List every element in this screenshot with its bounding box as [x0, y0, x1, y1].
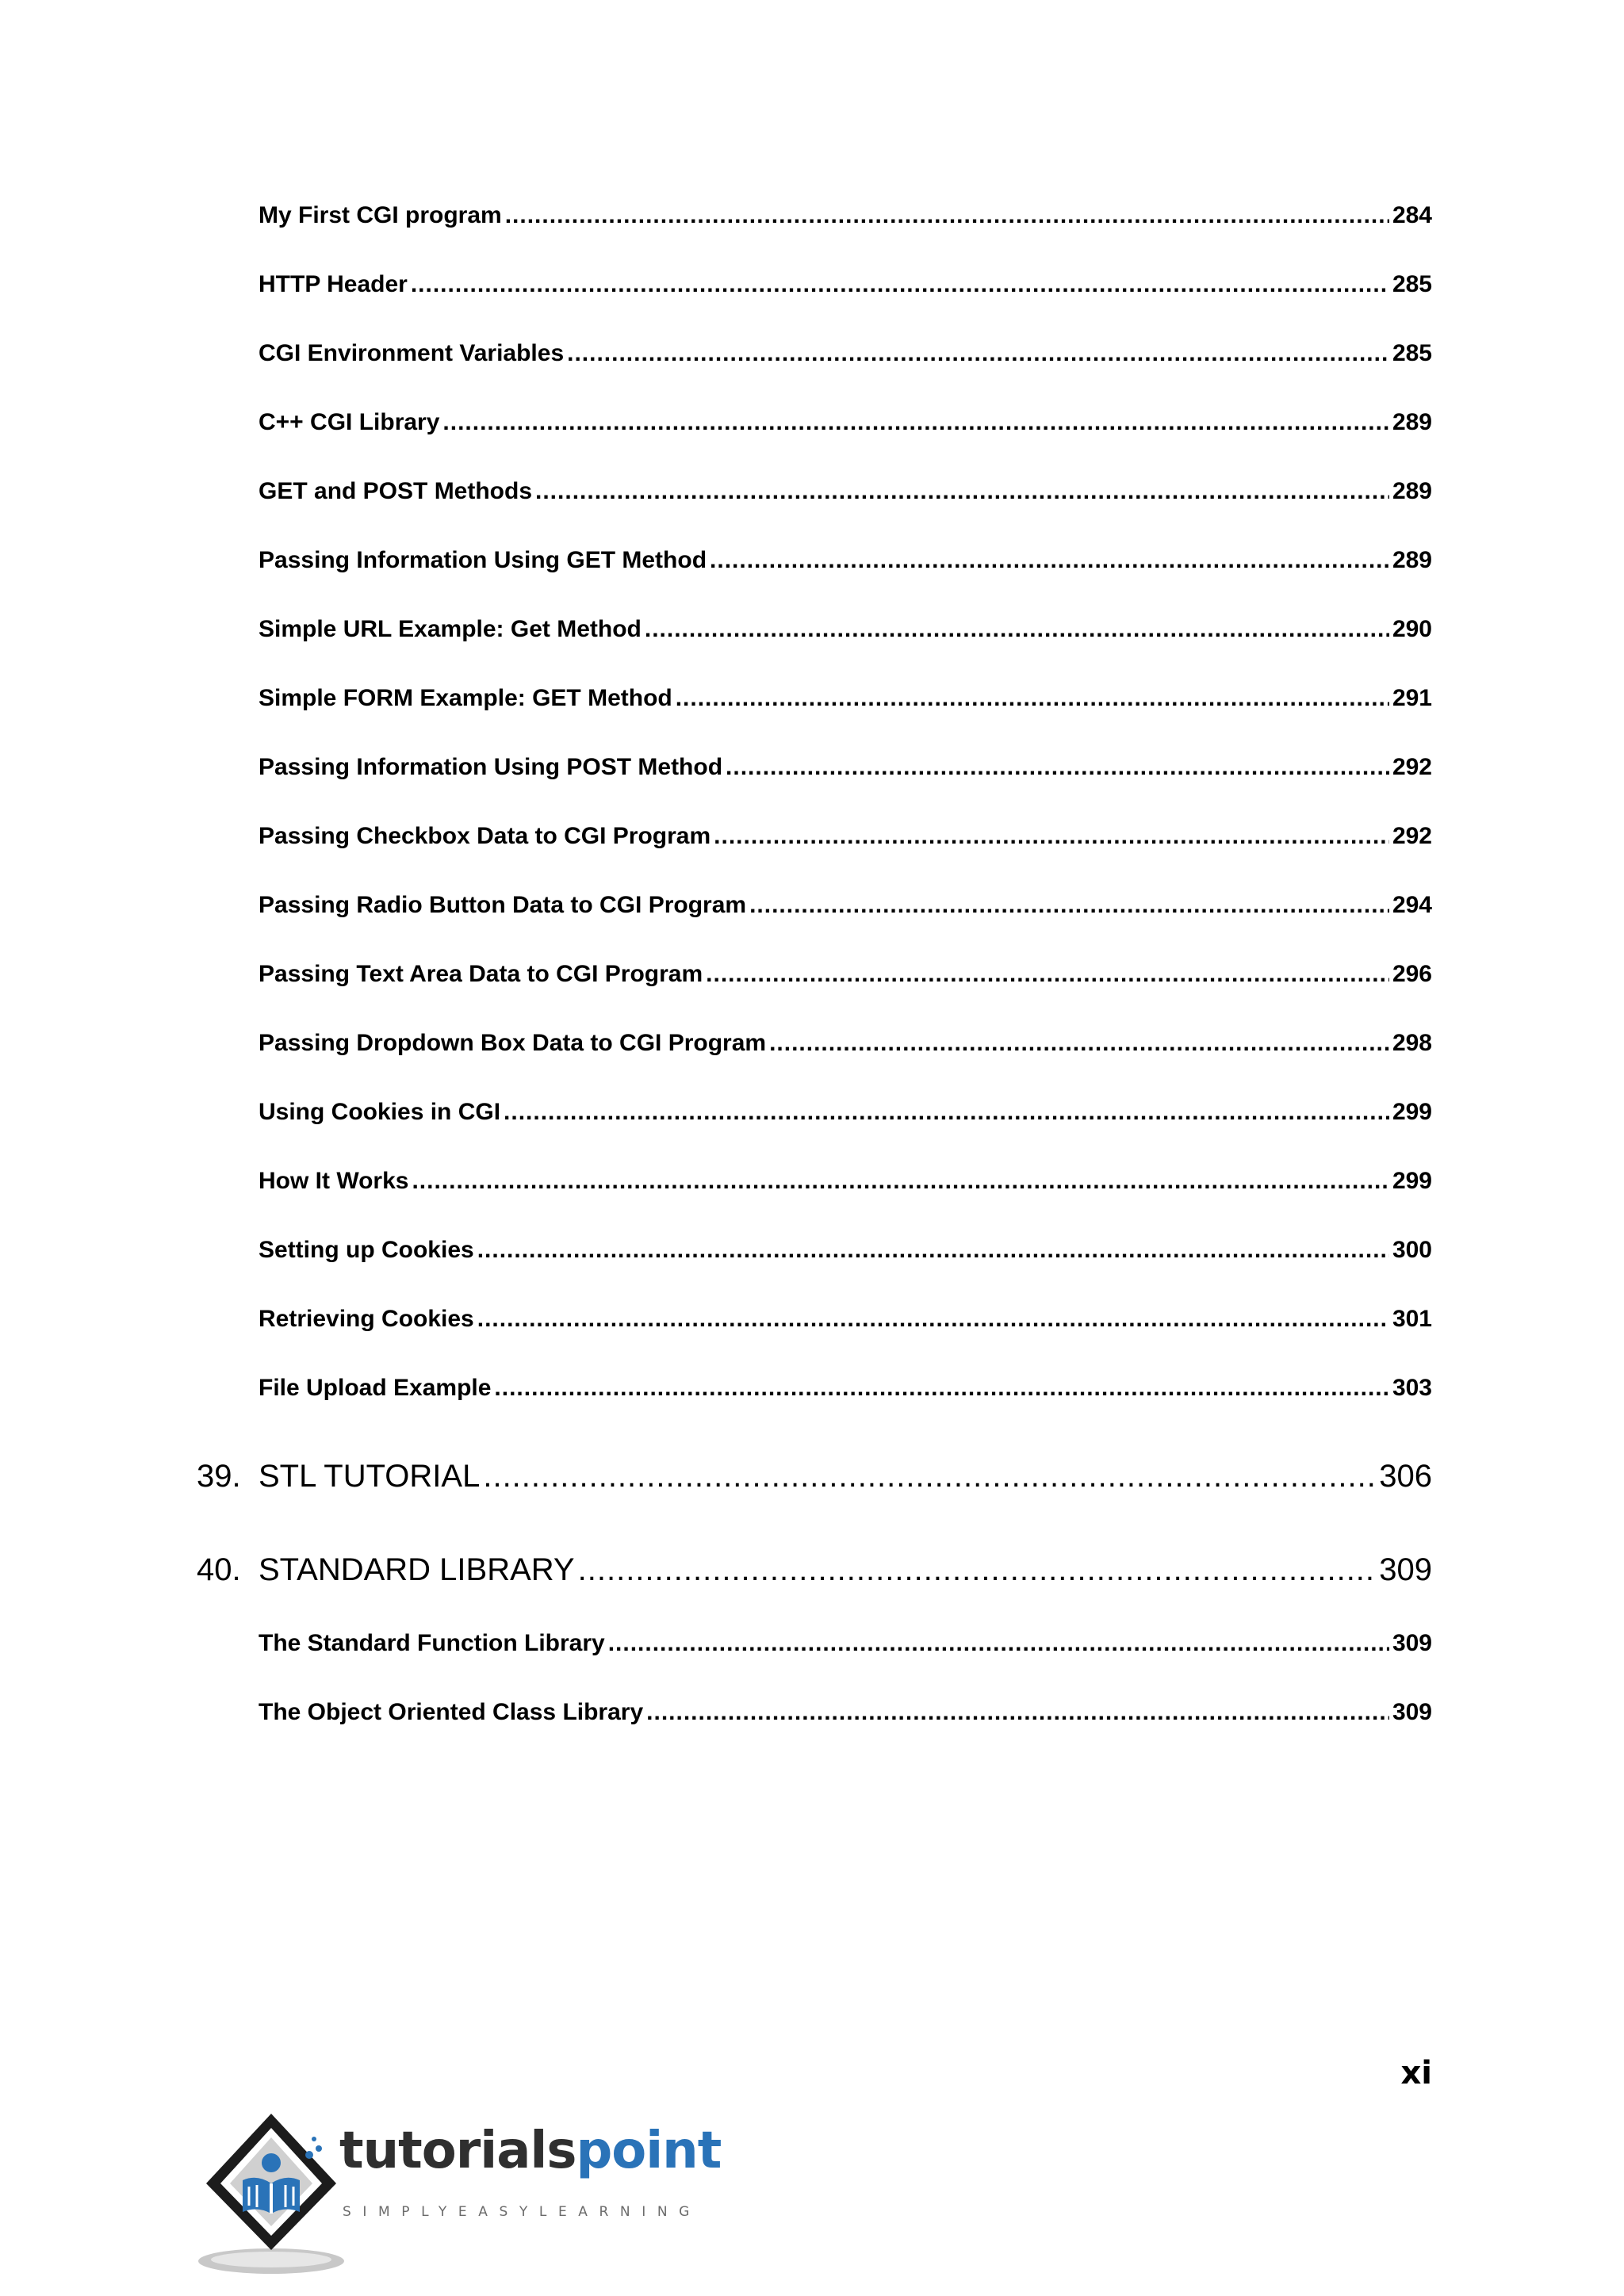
toc-entry-page: 292: [1392, 754, 1432, 780]
toc-entry-title: My First CGI program: [259, 202, 502, 228]
toc-entry[interactable]: [259, 543, 1432, 578]
toc-entry[interactable]: [259, 750, 1432, 785]
toc-entry-page: 296: [1392, 961, 1432, 987]
dot-leader: [442, 405, 1389, 440]
toc-entry[interactable]: [259, 1695, 1432, 1730]
toc-chapter-number: 39.: [197, 1459, 241, 1494]
dot-leader: [412, 1164, 1388, 1199]
toc-entry[interactable]: [259, 1302, 1432, 1337]
dot-leader: [706, 957, 1389, 992]
toc-entry[interactable]: [259, 474, 1432, 509]
toc-entry-page: 289: [1392, 547, 1432, 573]
toc-entry-title: CGI Environment Variables: [259, 340, 565, 366]
toc-entry-page: 284: [1392, 202, 1432, 228]
dot-leader: [646, 1695, 1389, 1730]
toc-entry[interactable]: [259, 681, 1432, 716]
toc-entry-page: 290: [1392, 616, 1432, 642]
toc-entry[interactable]: [259, 267, 1432, 302]
toc-entry-title: Passing Radio Button Data to CGI Program: [259, 892, 747, 918]
toc-entry-page: 294: [1392, 892, 1432, 918]
toc-entry-title: How It Works: [259, 1168, 409, 1194]
toc-entry-page: 292: [1392, 823, 1432, 849]
toc-chapter-page: 309: [1379, 1552, 1432, 1587]
toc-entry-page: 299: [1392, 1168, 1432, 1194]
dot-leader: [710, 543, 1389, 578]
dot-leader: [567, 336, 1389, 371]
logo-word-point: point: [576, 2122, 722, 2180]
toc-entry-title: HTTP Header: [259, 271, 408, 297]
dot-leader: [714, 819, 1389, 854]
logo-word-tutorials: tutorials: [339, 2122, 576, 2180]
dot-leader: [645, 612, 1389, 647]
dot-leader: [504, 1095, 1389, 1130]
dot-leader: [535, 474, 1389, 509]
toc-chapter-title: STL TUTORIAL: [259, 1459, 481, 1494]
toc-entry-title: Retrieving Cookies: [259, 1306, 474, 1332]
dot-leader: [608, 1626, 1389, 1661]
dot-leader: [505, 198, 1389, 233]
toc-entry-page: 303: [1392, 1375, 1432, 1401]
toc-entry[interactable]: [259, 1164, 1432, 1199]
dot-leader: [411, 267, 1389, 302]
toc-entry-page: 309: [1392, 1699, 1432, 1725]
toc-entry-title: Passing Dropdown Box Data to CGI Program: [259, 1030, 767, 1056]
toc-entry[interactable]: [259, 1233, 1432, 1268]
toc-entry-title: Passing Text Area Data to CGI Program: [259, 961, 703, 987]
toc-entry-title: Simple URL Example: Get Method: [259, 616, 642, 642]
toc-entry-title: GET and POST Methods: [259, 478, 533, 504]
dot-leader: [726, 750, 1389, 785]
toc-entry-page: 285: [1392, 340, 1432, 366]
toc-entry-page: 289: [1392, 409, 1432, 435]
toc-entry[interactable]: [259, 198, 1432, 233]
toc-entry[interactable]: [259, 1026, 1432, 1061]
toc-entry-title: The Object Oriented Class Library: [259, 1699, 644, 1725]
toc-entry-page: 291: [1392, 685, 1432, 711]
toc-chapter-page: 306: [1379, 1459, 1432, 1494]
dot-leader: [578, 1548, 1377, 1592]
logo-tagline: SIMPLYEASYLEARNING: [343, 2204, 701, 2220]
toc-entry-title: C++ CGI Library: [259, 409, 440, 435]
toc-entry[interactable]: [259, 336, 1432, 371]
toc-entry-title: The Standard Function Library: [259, 1630, 605, 1656]
toc-entry-title: Passing Information Using GET Method: [259, 547, 707, 573]
dot-leader: [483, 1454, 1376, 1498]
toc-entry[interactable]: [259, 888, 1432, 923]
dot-leader: [749, 888, 1389, 923]
dot-leader: [676, 681, 1389, 716]
toc-entry-title: File Upload Example: [259, 1375, 492, 1401]
toc-entry[interactable]: [259, 1095, 1432, 1130]
toc-entry-page: 299: [1392, 1099, 1432, 1125]
toc-entry-page: 300: [1392, 1237, 1432, 1263]
toc-chapter-number: 40.: [197, 1552, 241, 1587]
toc-entry[interactable]: [259, 957, 1432, 992]
toc-chapter[interactable]: [197, 1548, 1432, 1592]
toc-chapter-title: STANDARD LIBRARY: [259, 1552, 575, 1587]
toc-entry-page: 285: [1392, 271, 1432, 297]
toc-entry[interactable]: [259, 1626, 1432, 1661]
dot-leader: [769, 1026, 1389, 1061]
toc-entry-page: 309: [1392, 1630, 1432, 1656]
toc-entry-page: 301: [1392, 1306, 1432, 1332]
toc-entry-page: 289: [1392, 478, 1432, 504]
logo-wordmark: [339, 2123, 721, 2179]
toc-entry-title: Setting up Cookies: [259, 1237, 474, 1263]
toc-entry-title: Simple FORM Example: GET Method: [259, 685, 672, 711]
dot-leader: [494, 1371, 1389, 1406]
toc-entry-title: Passing Information Using POST Method: [259, 754, 723, 780]
toc-entry-page: 298: [1392, 1030, 1432, 1056]
toc-entry-title: Using Cookies in CGI: [259, 1099, 501, 1125]
toc-entry[interactable]: [259, 1371, 1432, 1406]
toc-entry[interactable]: [259, 405, 1432, 440]
toc-chapter[interactable]: [197, 1454, 1432, 1498]
page-number: xi: [1400, 2055, 1432, 2091]
toc-entry[interactable]: [259, 612, 1432, 647]
dot-leader: [477, 1302, 1389, 1337]
toc-entry[interactable]: [259, 819, 1432, 854]
dot-leader: [477, 1233, 1389, 1268]
toc-entry-title: Passing Checkbox Data to CGI Program: [259, 823, 711, 849]
